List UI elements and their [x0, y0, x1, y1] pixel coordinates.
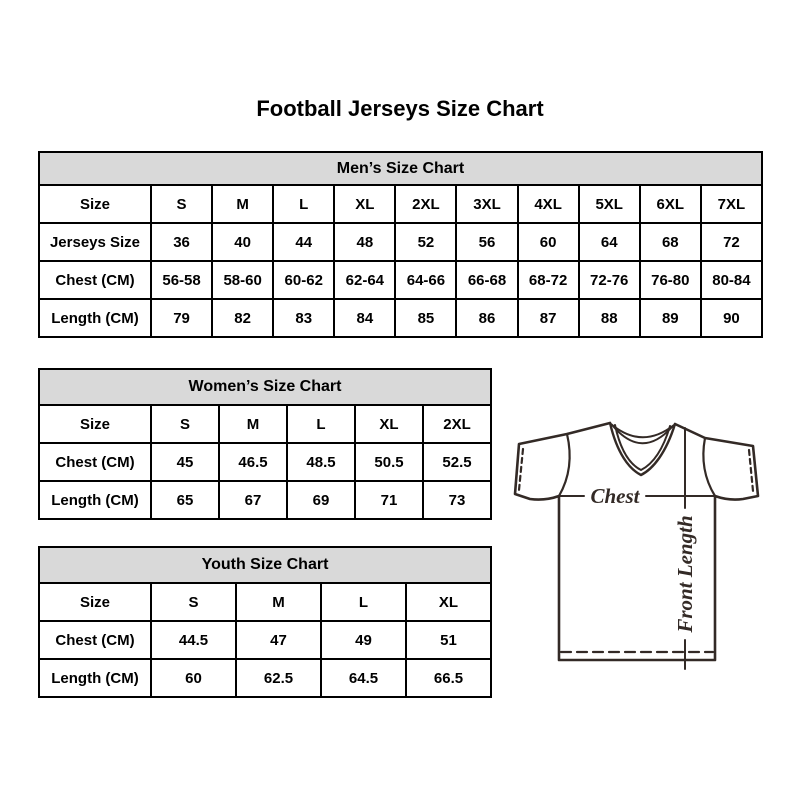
page-title: Football Jerseys Size Chart: [256, 96, 544, 121]
size-value-cell: XL: [355, 405, 423, 443]
jersey-outline: [515, 423, 758, 660]
size-value-cell: 44.5: [151, 621, 236, 659]
row-label: Length (CM): [39, 299, 151, 337]
size-value-cell: 4XL: [518, 185, 579, 223]
table-title: Youth Size Chart: [39, 547, 491, 583]
size-value-cell: L: [273, 185, 334, 223]
table-row: [39, 299, 762, 337]
right-armhole-seam: [703, 438, 715, 496]
row-label: Size: [39, 185, 151, 223]
table-row: [39, 223, 762, 261]
size-value-cell: 64.5: [321, 659, 406, 697]
size-value-cell: 84: [334, 299, 395, 337]
mens-size-table: [38, 151, 763, 338]
size-value-cell: 64: [579, 223, 640, 261]
size-value-cell: 89: [640, 299, 701, 337]
size-value-cell: 80-84: [701, 261, 762, 299]
row-label: Size: [39, 405, 151, 443]
size-value-cell: 40: [212, 223, 273, 261]
size-value-cell: 50.5: [355, 443, 423, 481]
size-value-cell: 66-68: [456, 261, 517, 299]
table-row: [39, 261, 762, 299]
size-value-cell: 88: [579, 299, 640, 337]
size-value-cell: 68: [640, 223, 701, 261]
size-value-cell: 73: [423, 481, 491, 519]
size-value-cell: 62.5: [236, 659, 321, 697]
size-value-cell: 56: [456, 223, 517, 261]
size-value-cell: 66.5: [406, 659, 491, 697]
row-label: Chest (CM): [39, 443, 151, 481]
size-value-cell: M: [236, 583, 321, 621]
row-label: Chest (CM): [39, 261, 151, 299]
size-value-cell: 45: [151, 443, 219, 481]
size-value-cell: 2XL: [423, 405, 491, 443]
size-value-cell: 36: [151, 223, 212, 261]
size-value-cell: 65: [151, 481, 219, 519]
size-value-cell: 87: [518, 299, 579, 337]
size-value-cell: M: [219, 405, 287, 443]
size-value-cell: 79: [151, 299, 212, 337]
table-title: Men’s Size Chart: [39, 152, 762, 185]
size-value-cell: L: [287, 405, 355, 443]
size-value-cell: 44: [273, 223, 334, 261]
size-value-cell: 52: [395, 223, 456, 261]
womens-size-table: [38, 368, 492, 520]
size-value-cell: S: [151, 405, 219, 443]
front-length-label: Front Length: [673, 515, 697, 633]
size-value-cell: 48: [334, 223, 395, 261]
row-label: Size: [39, 583, 151, 621]
table-row: [39, 443, 491, 481]
size-value-cell: 60: [518, 223, 579, 261]
size-value-cell: 71: [355, 481, 423, 519]
size-value-cell: 51: [406, 621, 491, 659]
size-value-cell: 76-80: [640, 261, 701, 299]
size-value-cell: 47: [236, 621, 321, 659]
right-cuff-dash-line: [749, 450, 753, 491]
chest-label: Chest: [590, 484, 640, 508]
size-value-cell: L: [321, 583, 406, 621]
row-label: Chest (CM): [39, 621, 151, 659]
size-value-cell: 85: [395, 299, 456, 337]
row-label: Length (CM): [39, 481, 151, 519]
table-row: [39, 185, 762, 223]
size-value-cell: 69: [287, 481, 355, 519]
table-title: Women’s Size Chart: [39, 369, 491, 405]
collar-back-arc-lower: [613, 426, 672, 443]
table-row: [39, 659, 491, 697]
size-value-cell: 6XL: [640, 185, 701, 223]
left-cuff-dash-line: [519, 449, 523, 490]
size-value-cell: 7XL: [701, 185, 762, 223]
size-value-cell: 60: [151, 659, 236, 697]
size-value-cell: XL: [406, 583, 491, 621]
jersey-measurement-diagram: [505, 408, 767, 674]
table-row: [39, 481, 491, 519]
size-value-cell: 64-66: [395, 261, 456, 299]
size-value-cell: 2XL: [395, 185, 456, 223]
size-value-cell: M: [212, 185, 273, 223]
size-value-cell: 58-60: [212, 261, 273, 299]
size-value-cell: 72: [701, 223, 762, 261]
left-armhole-seam: [559, 434, 570, 496]
size-value-cell: 46.5: [219, 443, 287, 481]
youth-size-table: [38, 546, 492, 698]
table-row: [39, 583, 491, 621]
size-value-cell: 52.5: [423, 443, 491, 481]
size-value-cell: 68-72: [518, 261, 579, 299]
size-value-cell: 86: [456, 299, 517, 337]
table-row: [39, 405, 491, 443]
size-value-cell: 67: [219, 481, 287, 519]
size-value-cell: 60-62: [273, 261, 334, 299]
size-value-cell: S: [151, 583, 236, 621]
size-value-cell: 49: [321, 621, 406, 659]
size-value-cell: XL: [334, 185, 395, 223]
size-value-cell: 48.5: [287, 443, 355, 481]
size-value-cell: 82: [212, 299, 273, 337]
size-value-cell: S: [151, 185, 212, 223]
row-label: Jerseys Size: [39, 223, 151, 261]
size-value-cell: 56-58: [151, 261, 212, 299]
size-value-cell: 72-76: [579, 261, 640, 299]
size-value-cell: 3XL: [456, 185, 517, 223]
size-value-cell: 90: [701, 299, 762, 337]
table-row: [39, 621, 491, 659]
row-label: Length (CM): [39, 659, 151, 697]
size-value-cell: 83: [273, 299, 334, 337]
size-value-cell: 5XL: [579, 185, 640, 223]
size-value-cell: 62-64: [334, 261, 395, 299]
